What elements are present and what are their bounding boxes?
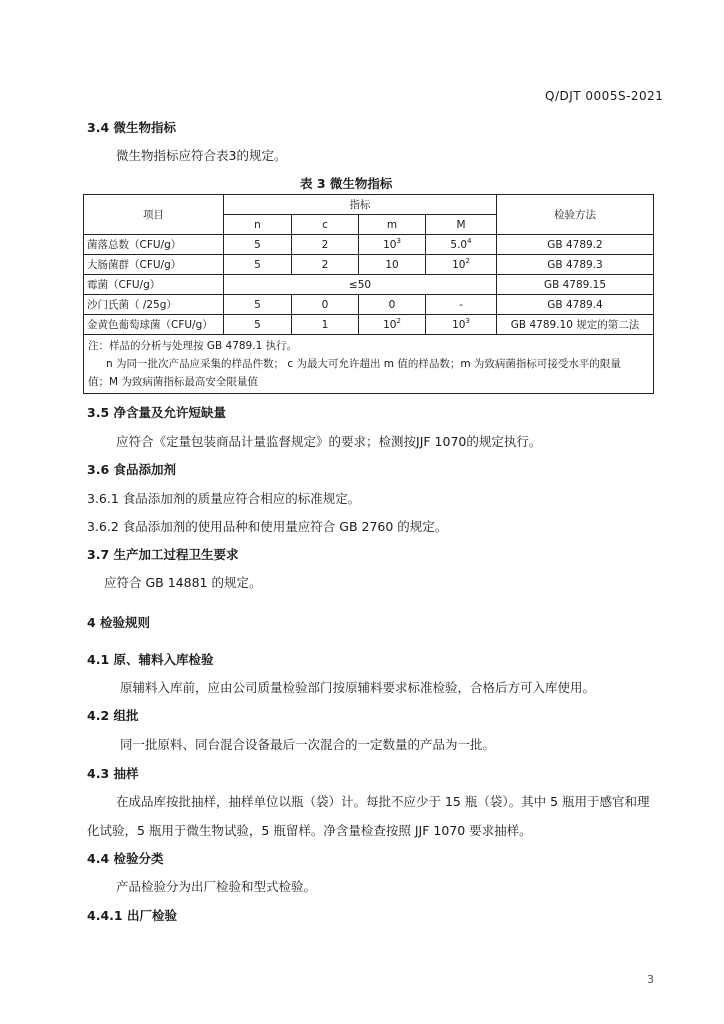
row-m-exponent: 3 — [396, 236, 401, 245]
row-m — [359, 235, 426, 255]
row-M-exponent: 2 — [465, 256, 470, 265]
table-note — [84, 335, 654, 394]
row-n: 5 — [224, 315, 292, 335]
row-M-base: - — [459, 298, 463, 311]
table-note-line-2: n 为同一批次产品应采集的样品件数； c 为最大可允许超出 m 值的样品数；m 为致病菌指标可接受水平的限量 — [106, 358, 621, 370]
sub-header-m: m — [359, 215, 426, 235]
section-3-5-heading: 3.5 净含量及允许短缺量 — [87, 405, 226, 420]
section-4-1-heading: 4.1 原、辅料入库检验 — [87, 652, 214, 667]
col-header-item: 项目 — [84, 195, 224, 235]
row-c: 2 — [292, 235, 359, 255]
section-4-1-body: 原辅料入库前，应由公司质量检验部门按原辅料要求标准检验，合格后方可入库使用。 — [120, 680, 596, 695]
row-n: 5 — [224, 235, 292, 255]
section-4-3-body-line-1: 在成品库按批抽样，抽样单位以瓶（袋）计。每批不应少于 15 瓶（袋）。其中 5 瓶用于感官和理 — [116, 794, 650, 809]
section-3-5-body: 应符合《定量包装商品计量监督规定》的要求；检测按JJF 1070的规定执行。 — [116, 434, 542, 449]
row-method: GB 4789.2 — [497, 235, 654, 255]
row-item: 霉菌（CFU/g） — [84, 275, 224, 295]
row-item: 大肠菌群（CFU/g） — [84, 255, 224, 275]
row-method: GB 4789.3 — [497, 255, 654, 275]
section-3-7-body: 应符合 GB 14881 的规定。 — [104, 575, 262, 590]
row-M — [426, 255, 497, 275]
row-merged-limit: ≤50 — [224, 275, 497, 295]
row-c: 0 — [292, 295, 359, 315]
row-item: 沙门氏菌（ /25g） — [84, 295, 224, 315]
section-3-6-heading: 3.6 食品添加剂 — [87, 462, 176, 477]
col-header-method: 检验方法 — [497, 195, 654, 235]
sub-header-n: n — [224, 215, 292, 235]
section-3-4-heading: 3.4 微生物指标 — [87, 120, 176, 135]
section-3-6-1: 3.6.1 食品添加剂的质量应符合相应的标准规定。 — [87, 491, 361, 506]
section-3-4-body: 微生物指标应符合表3的规定。 — [116, 148, 287, 163]
row-M — [426, 315, 497, 335]
row-m-base: 10 — [383, 238, 397, 251]
section-4-4-heading: 4.4 检验分类 — [87, 851, 164, 866]
section-4-3-body-line-2: 化试验，5 瓶用于微生物试验，5 瓶留样。净含量检查按照 JJF 1070 要求抽样。 — [87, 823, 532, 838]
row-m — [359, 315, 426, 335]
table-row — [84, 255, 654, 275]
row-m — [359, 295, 426, 315]
row-M-exponent: 4 — [467, 236, 472, 245]
section-4-2-body: 同一批原料、同台混合设备最后一次混合的一定数量的产品为一批。 — [120, 737, 496, 752]
section-3-7-heading: 3.7 生产加工过程卫生要求 — [87, 547, 239, 562]
section-4-4-1-heading: 4.4.1 出厂检验 — [87, 908, 177, 923]
table-note-line-3: 值；M 为致病菌指标最高安全限量值 — [88, 376, 258, 388]
row-m-base: 10 — [383, 318, 397, 331]
sub-header-c: c — [292, 215, 359, 235]
col-header-index: 指标 — [224, 195, 497, 215]
row-m — [359, 255, 426, 275]
row-M-base: 5.0 — [450, 238, 468, 251]
sub-header-M: M — [426, 215, 497, 235]
row-method: GB 4789.4 — [497, 295, 654, 315]
table-note-line-1: 注：样品的分析与处理按 GB 4789.1 执行。 — [88, 340, 298, 352]
section-4-4-body: 产品检验分为出厂检验和型式检验。 — [116, 879, 317, 894]
row-M-base: 10 — [452, 318, 466, 331]
row-M-exponent: 3 — [465, 316, 470, 325]
row-n: 5 — [224, 295, 292, 315]
row-item: 菌落总数（CFU/g） — [84, 235, 224, 255]
row-M-base: 10 — [452, 258, 466, 271]
row-item: 金黄色葡萄球菌（CFU/g） — [84, 315, 224, 335]
row-M — [426, 235, 497, 255]
table-row — [84, 315, 654, 335]
row-m-base: 0 — [388, 298, 396, 311]
page-number: 3 — [647, 973, 654, 986]
section-4-2-heading: 4.2 组批 — [87, 708, 139, 723]
row-m-exponent: 2 — [396, 316, 401, 325]
row-M — [426, 295, 497, 315]
section-4-3-heading: 4.3 抽样 — [87, 766, 139, 781]
row-c: 1 — [292, 315, 359, 335]
section-4-heading: 4 检验规则 — [87, 615, 151, 630]
section-3-6-2: 3.6.2 食品添加剂的使用品种和使用量应符合 GB 2760 的规定。 — [87, 519, 448, 534]
table-row — [84, 235, 654, 255]
microbial-index-table — [83, 194, 654, 394]
table-row — [84, 295, 654, 315]
row-method: GB 4789.15 — [497, 275, 654, 295]
row-c: 2 — [292, 255, 359, 275]
row-n: 5 — [224, 255, 292, 275]
table-3-caption: 表 3 微生物指标 — [300, 176, 393, 191]
row-m-base: 10 — [385, 258, 399, 271]
document-code: Q/DJT 0005S-2021 — [545, 89, 664, 103]
table-row — [84, 275, 654, 295]
row-method: GB 4789.10 规定的第二法 — [497, 315, 654, 335]
